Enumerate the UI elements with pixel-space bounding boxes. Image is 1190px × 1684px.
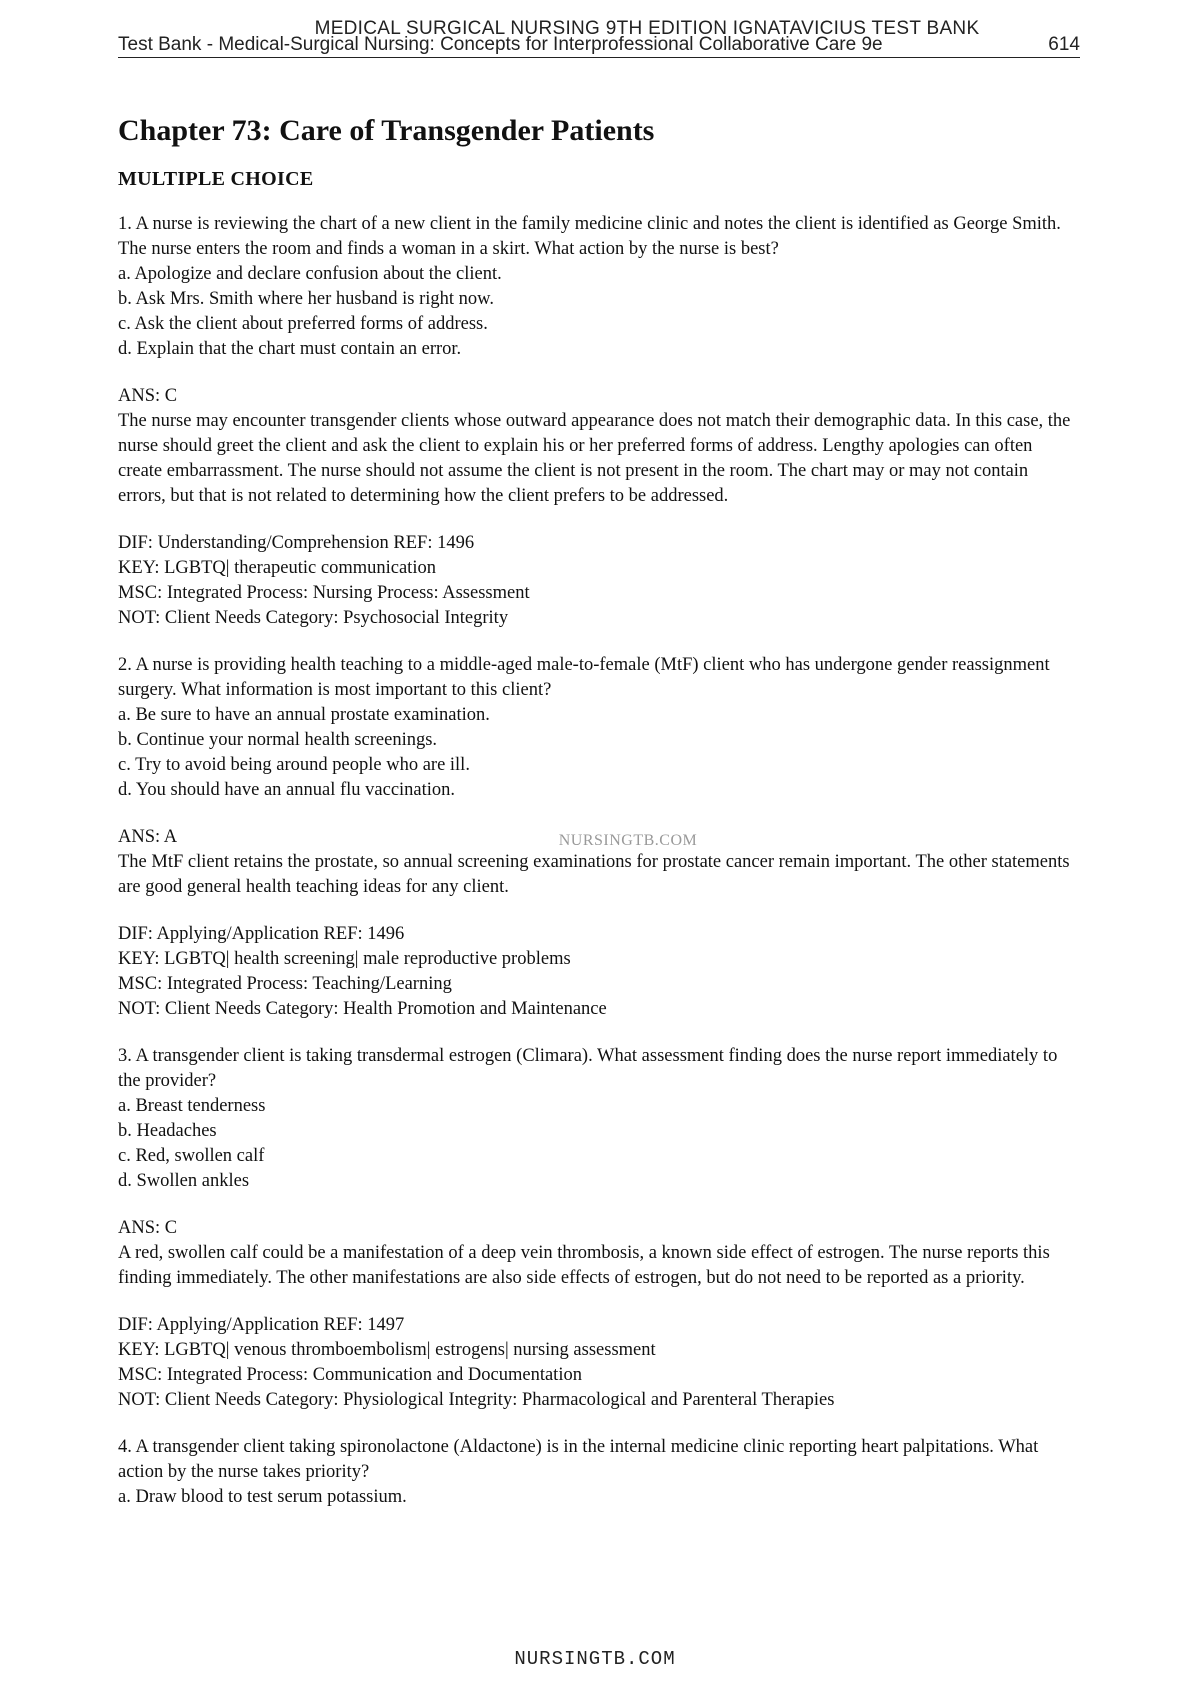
question-stem: 4. A transgender client taking spironolactone (Aldactone) is in the internal medicine clinic reporting heart palpitations. What action by the nurse takes priority? [118, 1437, 1039, 1482]
meta-block-3 [118, 1313, 1076, 1413]
question-4 [118, 1435, 1076, 1510]
meta-not: NOT: Client Needs Category: Psychosocial Integrity [118, 608, 509, 628]
rationale: A red, swollen calf could be a manifestation of a deep vein thrombosis, a known side effect of estrogen. The nurse reports this finding immediately. The other manifestations are also side effects of estrogen, but do not need to be reported as a priority. [118, 1243, 1050, 1288]
meta-msc: MSC: Integrated Process: Teaching/Learning [118, 974, 452, 994]
option-d: d. Explain that the chart must contain an error. [118, 339, 462, 359]
option-a: a. Draw blood to test serum potassium. [118, 1487, 407, 1507]
meta-block-2 [118, 922, 1076, 1022]
meta-key: KEY: LGBTQ| health screening| male reproductive problems [118, 949, 571, 969]
watermark-mid: NURSINGTB.COM [558, 832, 698, 849]
page-number: 614 [1048, 34, 1080, 55]
option-a: a. Apologize and declare confusion about the client. [118, 264, 502, 284]
meta-dif: DIF: Applying/Application REF: 1497 [118, 1315, 405, 1335]
running-header-title: Test Bank - Medical-Surgical Nursing: Concepts for Interprofessional Collaborative Care 9e [118, 34, 883, 55]
question-1 [118, 212, 1076, 362]
rationale: The MtF client retains the prostate, so annual screening examinations for prostate cancer remain important. The other statements are good general health teaching ideas for any client. [118, 852, 1070, 897]
answer: ANS: C [118, 1218, 178, 1238]
answer-block-3 [118, 1216, 1076, 1291]
answer: ANS: C [118, 386, 178, 406]
question-2 [118, 653, 1076, 803]
meta-msc: MSC: Integrated Process: Nursing Process: Assessment [118, 583, 530, 603]
meta-not: NOT: Client Needs Category: Physiological Integrity: Pharmacological and Parenteral Therapies [118, 1390, 835, 1410]
meta-key: KEY: LGBTQ| therapeutic communication [118, 558, 436, 578]
rationale: The nurse may encounter transgender clients whose outward appearance does not match their demographic data. In this case, the nurse should greet the client and ask the client to explain his or her preferred forms of address. Lengthy apologies can often create embarrassment. The nurse should not assume the client is not present in the room. The chart may or may not contain errors, but that is not related to determining how the client prefers to be addressed. [118, 411, 1071, 506]
section-title: MULTIPLE CHOICE [118, 168, 314, 190]
option-b: b. Continue your normal health screenings. [118, 730, 438, 750]
option-d: d. You should have an annual flu vaccination. [118, 780, 456, 800]
question-3 [118, 1044, 1076, 1194]
option-d: d. Swollen ankles [118, 1171, 250, 1191]
meta-dif: DIF: Applying/Application REF: 1496 [118, 924, 405, 944]
question-stem: 3. A transgender client is taking transdermal estrogen (Climara). What assessment finding does the nurse report immediately to the provider? [118, 1046, 1058, 1091]
option-b: b. Headaches [118, 1121, 217, 1141]
option-c: c. Try to avoid being around people who are ill. [118, 755, 470, 775]
header-overlay-text: MEDICAL SURGICAL NURSING 9TH EDITION IGNATAVICIUS TEST BANK [314, 18, 980, 39]
meta-msc: MSC: Integrated Process: Communication and Documentation [118, 1365, 582, 1385]
question-stem: 1. A nurse is reviewing the chart of a new client in the family medicine clinic and notes the client is identified as George Smith. The nurse enters the room and finds a woman in a skirt. What action by the nurse is best? [118, 214, 1061, 259]
running-header [118, 34, 1080, 58]
answer: ANS: A [118, 827, 178, 847]
option-c: c. Red, swollen calf [118, 1146, 265, 1166]
answer-block-1 [118, 384, 1076, 509]
option-a: a. Be sure to have an annual prostate examination. [118, 705, 490, 725]
option-b: b. Ask Mrs. Smith where her husband is right now. [118, 289, 494, 309]
question-stem: 2. A nurse is providing health teaching to a middle-aged male-to-female (MtF) client who has undergone gender reassignment surgery. What information is most important to this client? [118, 655, 1050, 700]
option-c: c. Ask the client about preferred forms of address. [118, 314, 488, 334]
option-a: a. Breast tenderness [118, 1096, 266, 1116]
meta-block-1 [118, 531, 1076, 631]
footer-watermark: NURSINGTB.COM [514, 1648, 676, 1670]
chapter-title: Chapter 73: Care of Transgender Patients [118, 114, 655, 147]
meta-dif: DIF: Understanding/Comprehension REF: 1496 [118, 533, 475, 553]
meta-key: KEY: LGBTQ| venous thromboembolism| estrogens| nursing assessment [118, 1340, 656, 1360]
page-content [118, 112, 1076, 1532]
meta-not: NOT: Client Needs Category: Health Promotion and Maintenance [118, 999, 607, 1019]
